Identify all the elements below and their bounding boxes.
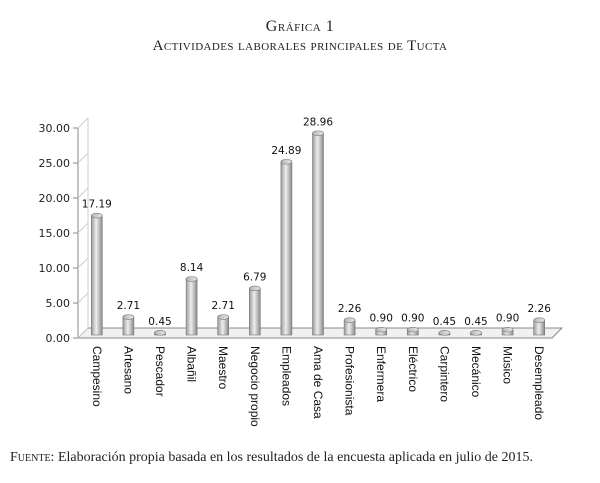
source-note — [10, 450, 533, 466]
y-tick-label: 15.00 — [38, 227, 70, 240]
bar-cap — [249, 286, 260, 291]
bar-value-label: 0.45 — [432, 315, 457, 328]
x-category-label: Albañil — [184, 346, 199, 383]
bar-value-label: 0.45 — [464, 315, 488, 328]
x-category-label: Eléctrico — [405, 346, 420, 393]
x-category-label: Ama de Casa — [311, 346, 325, 419]
figure-label: Gráfica 1 — [265, 18, 335, 35]
x-category-label: Campesino — [89, 346, 104, 407]
source-text: Elaboración propia basada en los resultados de la encuesta aplicada en julio de 2015. — [57, 450, 534, 465]
bar — [91, 216, 102, 335]
bar — [186, 279, 197, 335]
x-category-label: Desempleado — [532, 346, 547, 421]
bar-cap — [376, 327, 387, 332]
bar-cap — [439, 330, 450, 335]
bar-value-label: 28.96 — [302, 116, 334, 129]
x-category-label: Empleados — [279, 346, 294, 407]
y-tick-depth — [78, 223, 88, 233]
bar-cap — [155, 330, 166, 335]
bar-value-label: 17.19 — [81, 198, 112, 211]
y-tick-label: 25.00 — [38, 157, 70, 170]
bar — [313, 133, 324, 335]
bar-value-label: 2.71 — [211, 300, 235, 313]
x-category-label: Artesano — [121, 346, 136, 395]
bar-value-label: 0.90 — [401, 312, 425, 325]
bar-cap — [344, 318, 355, 323]
bar — [281, 162, 292, 335]
x-category-label: Mecánico — [469, 346, 483, 398]
bar-value-label: 2.26 — [527, 303, 551, 316]
bar-cap — [534, 318, 545, 323]
figure-title: Actividades laborales principales de Tucta — [152, 38, 448, 54]
x-category-label: Enfermera — [374, 346, 389, 403]
bar-value-label: 24.89 — [271, 144, 302, 157]
bar-value-label: 8.14 — [179, 262, 204, 275]
x-category-label: Músico — [500, 346, 515, 385]
bar-value-label: 2.71 — [116, 300, 141, 313]
y-tick-label: 10.00 — [38, 262, 70, 275]
x-category-label: Pescador — [153, 346, 167, 397]
y-tick-label: 0.00 — [45, 332, 70, 345]
bar-cap — [218, 315, 229, 320]
y-tick-depth — [78, 153, 88, 163]
bar-cap — [502, 327, 513, 332]
x-category-label: Profesionista — [342, 346, 357, 416]
y-tick-label: 20.00 — [38, 192, 70, 205]
bar-value-label: 0.90 — [495, 312, 520, 325]
y-tick-depth — [78, 293, 88, 303]
y-tick-depth — [78, 118, 88, 128]
bar-value-label: 0.90 — [369, 312, 393, 325]
bar — [249, 288, 260, 335]
bar-value-label: 0.45 — [148, 315, 172, 328]
bar-cap — [123, 315, 134, 320]
bar-cap — [186, 277, 197, 282]
bar-cap — [407, 327, 418, 332]
bar-cap — [91, 213, 102, 218]
y-tick-label: 5.00 — [45, 297, 70, 310]
y-tick-depth — [78, 258, 88, 268]
x-category-label: Carpintero — [437, 346, 452, 403]
source-label: Fuente: — [10, 450, 55, 465]
x-category-label: Maestro — [216, 346, 231, 390]
bar-cap — [313, 131, 324, 136]
bar-cap — [281, 159, 292, 164]
bar-value-label: 6.79 — [243, 271, 267, 284]
y-tick-depth — [78, 188, 88, 198]
x-category-label: Negocio propio — [247, 346, 262, 427]
bar-cap — [471, 330, 482, 335]
bar-value-label: 2.26 — [337, 303, 362, 316]
y-tick-label: 30.00 — [38, 122, 70, 135]
